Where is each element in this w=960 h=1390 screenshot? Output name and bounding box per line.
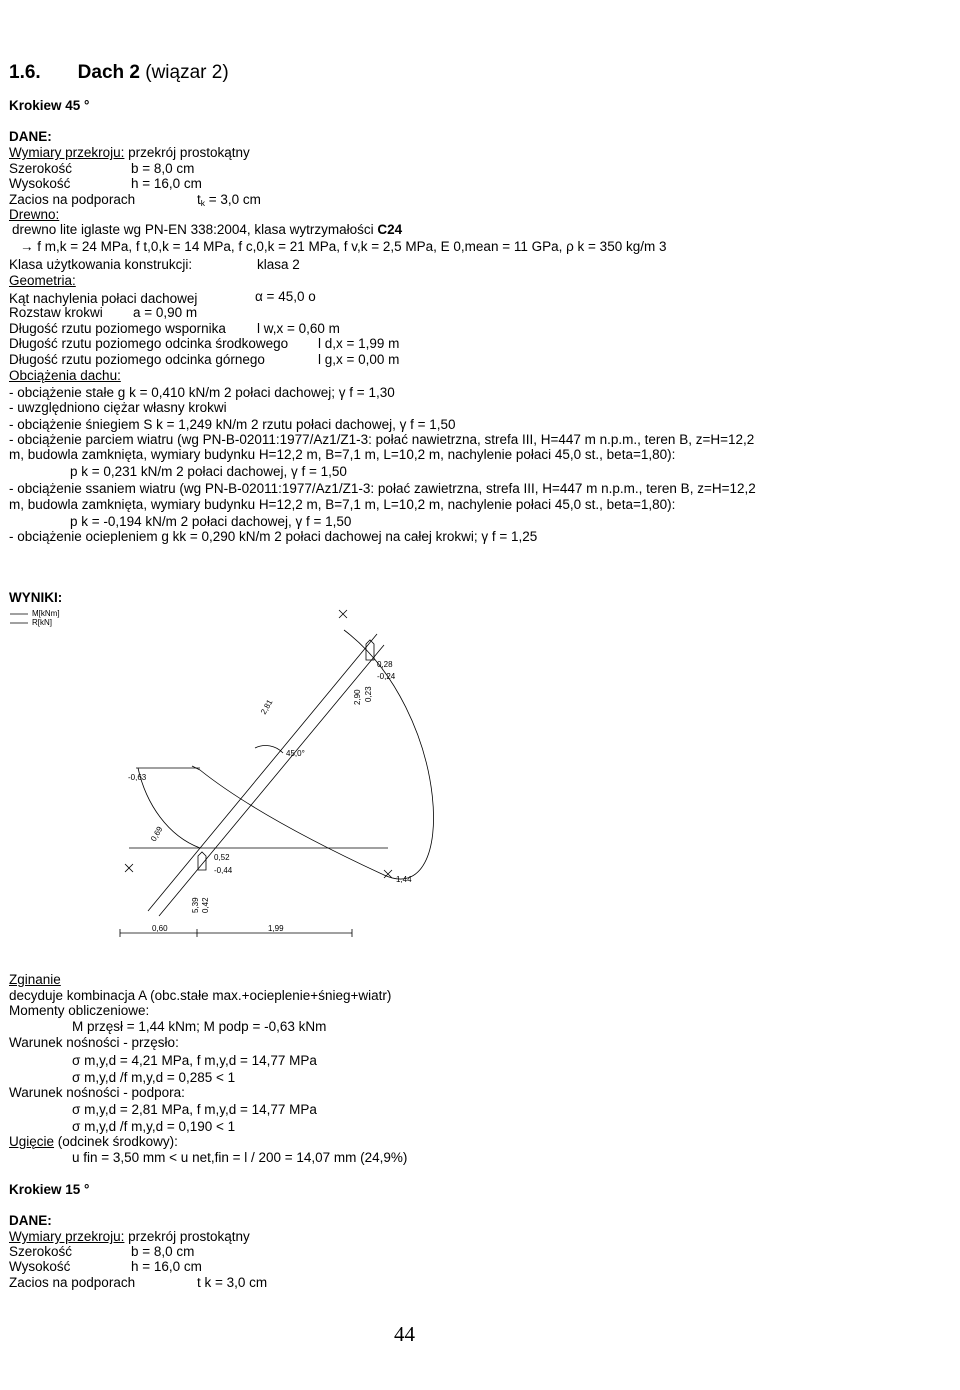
- label-angle: 45,0°: [286, 749, 305, 758]
- dims-line: [9, 145, 250, 161]
- deflection-line: [9, 1134, 178, 1150]
- step2-height-value: h = 16,0 cm: [131, 1259, 202, 1274]
- cant-value: l w,x = 0,60 m: [257, 321, 340, 336]
- loads-label: Obciążenia dachu:: [9, 368, 121, 383]
- deflection-suffix: (odcinek środkowy):: [57, 1134, 178, 1149]
- label-539: 5,39: [191, 897, 200, 913]
- moment-diagram: [0, 590, 960, 950]
- load-wind-pressure-b: m, budowla zamknięta, wymiary budynku H=12,2 m, B=7,1 m, L=10,2 m, nachylenie połaci 45,0 st., beta=1,80):: [9, 447, 676, 462]
- span-check-label: Warunek nośności - przęsło:: [9, 1035, 179, 1050]
- moments-value: M przęsł = 1,44 kNm; M podp = -0,63 kNm: [72, 1019, 327, 1034]
- wood-class: C24: [377, 222, 403, 237]
- rafter-line-b: [159, 645, 384, 916]
- deflection-label: Ugięcie: [9, 1134, 55, 1149]
- angle-arc: [255, 746, 283, 753]
- load-wind-pressure-a: - obciążenie parciem wiatru (wg PN-B-02011:1977/Az1/Z1-3: połać nawietrzna, strefa III, H=447 m n.p.m., teren B, z=H=12,2: [9, 432, 755, 447]
- label-052: 0,52: [214, 853, 230, 862]
- span-stress: σ m,y,d = 4,21 MPa, f m,y,d = 14,77 MPa: [72, 1053, 317, 1068]
- top-label: Długość rzutu poziomego odcinka górnego: [9, 352, 265, 367]
- width-label: Szerokość: [9, 161, 73, 176]
- section-suffix: (wiązar 2): [145, 62, 229, 83]
- notch-symbol: t: [197, 192, 201, 207]
- label-281: 2,81: [258, 698, 275, 716]
- mid-label: Długość rzutu poziomego odcinka środkowego: [9, 336, 289, 351]
- spacing-label: Rozstaw krokwi: [9, 305, 103, 320]
- load-snow: - obciążenie śniegiem S k = 1,249 kN/m 2 rzutu połaci dachowej, γ f = 1,50: [9, 417, 456, 432]
- label-024: -0,24: [377, 672, 396, 681]
- notch-rest: = 3,0 cm: [205, 192, 261, 207]
- service-label: Klasa użytkowania konstrukcji:: [9, 257, 193, 272]
- top-value: l g,x = 0,00 m: [318, 352, 400, 367]
- label-069: 0,69: [148, 825, 165, 843]
- legend-r-text: R[kN]: [32, 618, 52, 627]
- dim-199: 1,99: [268, 924, 284, 933]
- load-self: - uwzględniono ciężar własny krokwi: [9, 400, 227, 415]
- bending-label: [9, 972, 61, 988]
- notch-value: [197, 192, 261, 208]
- support-check-label: Warunek nośności - podpora:: [9, 1085, 185, 1100]
- label-023: 0,23: [364, 686, 373, 702]
- cant-label: Długość rzutu poziomego wspornika: [9, 321, 226, 336]
- height-value: h = 16,0 cm: [131, 176, 202, 191]
- dims-label: Wymiary przekroju:: [9, 145, 125, 160]
- angle-value: α = 45,0 o: [255, 289, 316, 304]
- legend-m-text: M[kNm]: [32, 609, 60, 618]
- results-label: WYNIKI:: [9, 590, 63, 605]
- step2-title: Krokiew 15 °: [9, 1182, 90, 1197]
- section-title: Dach 2: [77, 62, 140, 83]
- marker-left: [125, 864, 133, 872]
- step1-title: Krokiew 45 °: [9, 98, 90, 113]
- service-value: klasa 2: [257, 257, 300, 272]
- support-ratio: σ m,y,d /f m,y,d = 0,190 < 1: [72, 1119, 236, 1134]
- notch-label: Zacios na podporach: [9, 192, 136, 207]
- step2-dims-label: Wymiary przekroju:: [9, 1229, 125, 1244]
- wood-desc-line: [12, 222, 402, 238]
- dane-label: DANE:: [9, 129, 52, 144]
- geometry-label: Geometria:: [9, 273, 76, 288]
- dims-value: przekrój prostokątny: [128, 145, 250, 160]
- label-063: -0,63: [128, 773, 147, 782]
- step2-notch-value: t k = 3,0 cm: [197, 1275, 268, 1290]
- marker-top: [339, 610, 347, 618]
- load-dead: - obciążenie stałe g k = 0,410 kN/m 2 połaci dachowej; γ f = 1,30: [9, 385, 395, 400]
- height-label: Wysokość: [9, 176, 71, 191]
- wood-desc: drewno lite iglaste wg PN-EN 338:2004, klasa wytrzymałości: [12, 222, 378, 237]
- load-wind-pressure-c: p k = 0,231 kN/m 2 połaci dachowej, γ f = 1,50: [70, 464, 347, 479]
- wood-label: Drewno:: [9, 207, 60, 222]
- span-ratio: σ m,y,d /f m,y,d = 0,285 < 1: [72, 1070, 236, 1085]
- section-number: 1.6.: [9, 62, 41, 83]
- section-heading: [9, 62, 229, 84]
- step2-dims-value: przekrój prostokątny: [128, 1229, 250, 1244]
- support-stress: σ m,y,d = 2,81 MPa, f m,y,d = 14,77 MPa: [72, 1102, 317, 1117]
- mid-value: l d,x = 1,99 m: [318, 336, 400, 351]
- load-wind-suction-a: - obciążenie ssaniem wiatru (wg PN-B-02011:1977/Az1/Z1-3: połać zawietrzna, strefa III, H=447 m n.p.m., teren B, z=H=12,2: [9, 481, 756, 496]
- load-insulation: - obciążenie ociepleniem g kk = 0,290 kN/m 2 połaci dachowej na całej krokwi; γ f = 1,25: [9, 529, 538, 544]
- label-290: 2,90: [353, 689, 362, 705]
- label-144: 1,44: [396, 875, 412, 884]
- rafter-line-a: [148, 634, 377, 911]
- step2-dane: DANE:: [9, 1213, 52, 1228]
- step2-height-label: Wysokość: [9, 1259, 71, 1274]
- step2-notch-label: Zacios na podporach: [9, 1275, 136, 1290]
- dim-060: 0,60: [152, 924, 168, 933]
- width-value: b = 8,0 cm: [131, 161, 195, 176]
- combo-line: decyduje kombinacja A (obc.stałe max.+ocieplenie+śnieg+wiatr): [9, 988, 392, 1003]
- spacing-value: a = 0,90 m: [133, 305, 198, 320]
- label-044: -0,44: [214, 866, 233, 875]
- label-028: 0,28: [377, 660, 393, 669]
- moments-label: Momenty obliczeniowe:: [9, 1003, 150, 1018]
- step2-dims-line: [9, 1229, 250, 1245]
- load-wind-suction-b: m, budowla zamknięta, wymiary budynku H=12,2 m, B=7,1 m, L=10,2 m, nachylenie połaci 45,0 st., beta=1,80):: [9, 497, 676, 512]
- step2-width-label: Szerokość: [9, 1244, 73, 1259]
- deflection-value: u fin = 3,50 mm < u net,fin = l / 200 = 14,07 mm (24,9%): [72, 1150, 408, 1165]
- page-number: 44: [394, 1322, 415, 1346]
- notch-sub: k: [200, 198, 206, 208]
- angle-label: Kąt nachylenia połaci dachowej: [9, 291, 198, 306]
- bending-text: Zginanie: [9, 972, 61, 987]
- step2-width-value: b = 8,0 cm: [131, 1244, 195, 1259]
- load-wind-suction-c: p k = -0,194 kN/m 2 połaci dachowej, γ f = 1,50: [70, 514, 352, 529]
- label-042: 0,42: [201, 897, 210, 913]
- strength-line: → f m,k = 24 MPa, f t,0,k = 14 MPa, f c,0,k = 21 MPa, f v,k = 2,5 MPa, E 0,mean = 11 GPa, ρ k = 350 kg/m 3: [20, 239, 667, 254]
